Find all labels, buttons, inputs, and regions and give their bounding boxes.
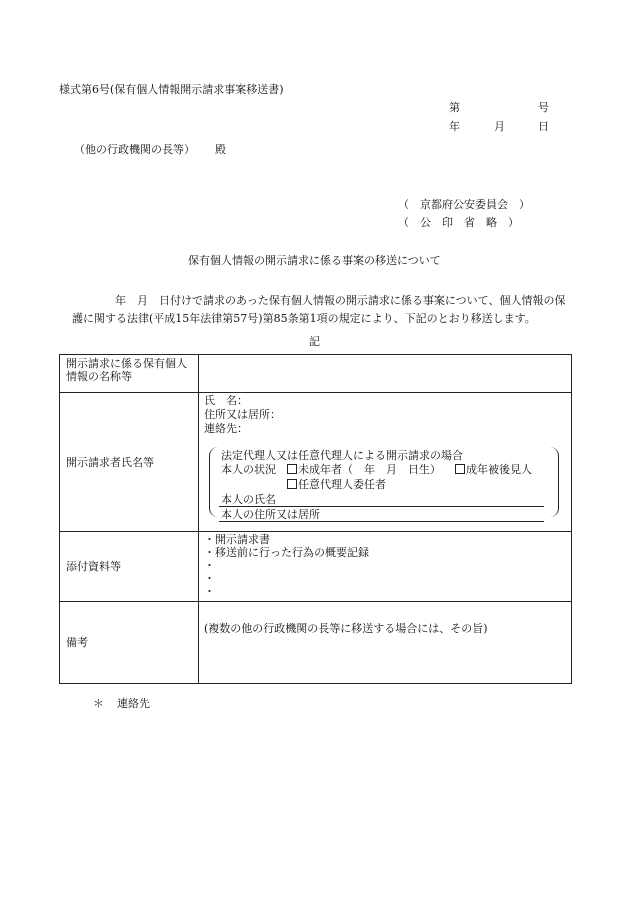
form-title: 様式第6号(保有個人情報開示請求事案移送書) <box>59 83 284 96</box>
agent-heading: 法定代理人又は任意代理人による開示請求の場合 <box>221 449 463 462</box>
sender-seal-omitted: （ 公 印 省 略 ） <box>398 216 519 229</box>
row-remarks-label: 備考 <box>60 602 199 684</box>
body-line-1: 年 月 日付けで請求のあった保有個人情報の開示請求に係る事案について、個人情報の保 <box>115 294 566 307</box>
date-year: 年 <box>449 120 460 133</box>
person-address-label: 本人の住所又は居所 <box>221 508 320 521</box>
checkbox-voluntary-agent[interactable] <box>287 479 297 489</box>
ki-heading: 記 <box>309 335 320 348</box>
addressee: （他の行政機関の長等） <box>74 143 195 156</box>
attachment-item: ・ <box>204 572 215 585</box>
attachment-item: ・移送前に行った行為の概要記録 <box>204 546 369 559</box>
remarks-note: (複数の他の行政機関の長等に移送する場合には、その旨) <box>204 622 488 635</box>
row-attachments-value <box>199 532 572 602</box>
option-agent: 任意代理人委任者 <box>287 478 386 491</box>
subject: 保有個人情報の開示請求に係る事案の移送について <box>188 254 441 267</box>
date-day: 日 <box>538 120 549 133</box>
honorific: 殿 <box>215 143 226 156</box>
row-info-name <box>60 355 572 393</box>
attachment-item: ・ <box>204 585 215 598</box>
option-ward: 成年被後見人 <box>455 463 532 476</box>
row-requester-value <box>199 393 572 532</box>
footer-asterisk: ＊ <box>93 697 104 710</box>
row-attachments <box>60 532 572 602</box>
doc-number-prefix: 第 <box>449 101 460 114</box>
person-name-line <box>219 506 544 507</box>
person-address-line <box>219 521 544 522</box>
row-remarks-value <box>199 602 572 684</box>
option-minor: 未成年者（ 年 月 日生） <box>287 463 441 476</box>
row-requester <box>60 393 572 532</box>
date-month: 月 <box>494 120 505 133</box>
row-remarks <box>60 602 572 684</box>
sender-agency: （ 京都府公安委員会 ） <box>398 198 530 211</box>
requester-name-label: 氏 名： <box>204 394 248 407</box>
row-info-name-label: 開示請求に係る保有個人情報の名称等 <box>60 355 199 393</box>
row-info-name-value <box>199 355 572 393</box>
row-requester-label: 開示請求者氏名等 <box>60 393 199 532</box>
checkbox-adult-ward[interactable] <box>455 464 465 474</box>
attachment-item: ・ <box>204 559 215 572</box>
person-name-label: 本人の氏名 <box>221 493 276 506</box>
requester-address-label: 住所又は居所： <box>204 408 281 421</box>
footer-contact-label: 連絡先 <box>117 697 150 710</box>
doc-number-suffix: 号 <box>538 101 549 114</box>
checkbox-minor[interactable] <box>287 464 297 474</box>
transfer-table <box>59 354 572 684</box>
body-line-2: 護に関する法律(平成15年法律第57号)第85条第1項の規定により、下記のとおり移送します。 <box>72 312 536 325</box>
requester-contact-label: 連絡先： <box>204 422 248 435</box>
attachment-item: ・開示請求書 <box>204 533 270 546</box>
person-status-label: 本人の状況 <box>221 463 276 476</box>
row-attachments-label: 添付資料等 <box>60 532 199 602</box>
